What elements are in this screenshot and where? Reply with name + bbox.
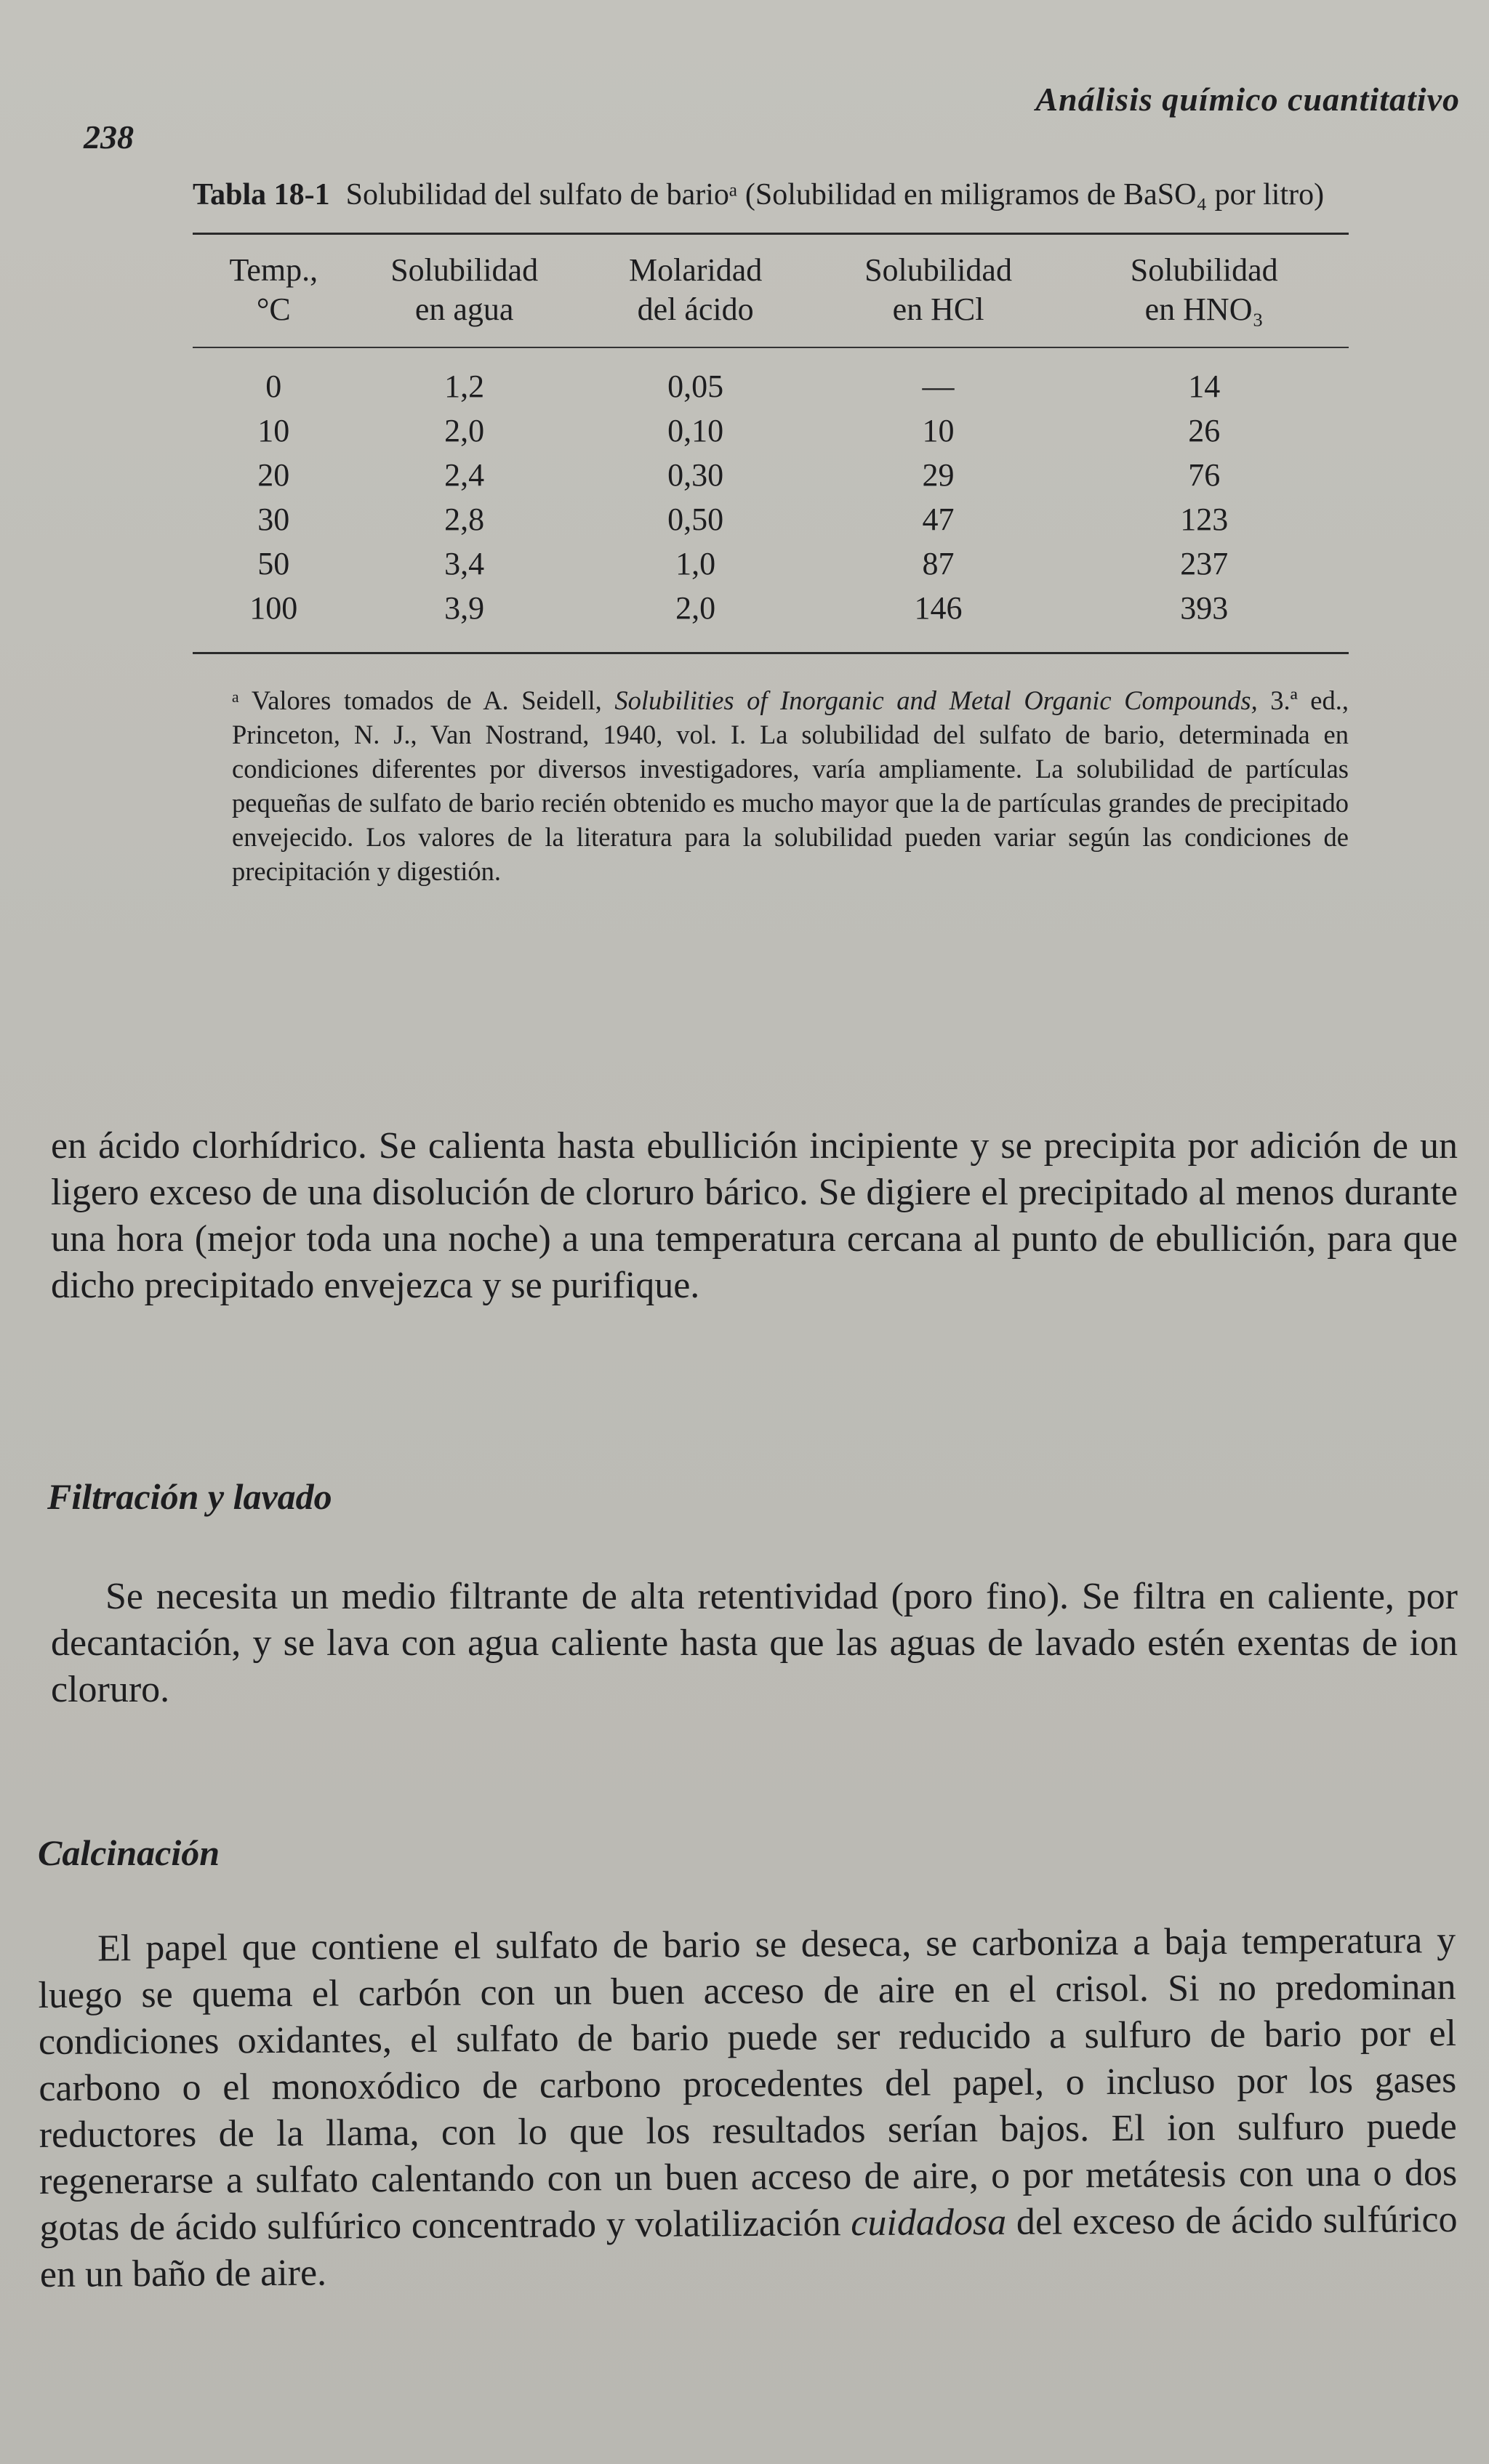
table-bottom-rule xyxy=(193,652,1349,654)
paragraph-filtracion: Se necesita un medio filtrante de alta retentividad (poro fino). Se filtra en caliente, por decantación, y se lava con agua caliente hasta que las aguas de lavado estén exentas de ion cloruro. xyxy=(51,1576,1458,1710)
cell-molarity: 0,30 xyxy=(667,457,724,493)
cell-hcl: 10 xyxy=(922,413,955,448)
table-18-1 xyxy=(193,174,1349,888)
cell-temp: 100 xyxy=(249,590,298,626)
cell-water: 2,4 xyxy=(444,457,485,493)
table-label: Tabla 18-1 xyxy=(193,178,330,212)
cell-water: 2,0 xyxy=(444,413,485,448)
cell-temp: 10 xyxy=(257,413,290,448)
header-molarity: Molaridad del ácido xyxy=(628,252,763,327)
cell-molarity: 0,10 xyxy=(667,413,724,448)
table-caption-text: Solubilidad del sulfato de barioᵃ (Solubilidad en miligramos de BaSO₄ por litro) xyxy=(345,178,1325,212)
cell-hno3: 14 xyxy=(1188,369,1221,404)
cell-molarity: 2,0 xyxy=(675,590,716,626)
cell-hcl: — xyxy=(922,369,955,404)
cell-hcl: 146 xyxy=(914,590,963,626)
cell-molarity: 0,05 xyxy=(667,369,724,404)
table-row xyxy=(193,453,1349,497)
cell-molarity: 1,0 xyxy=(675,546,716,581)
header-hcl: Solubilidad en HCl xyxy=(864,252,1012,327)
cell-molarity: 0,50 xyxy=(667,502,724,537)
cell-temp: 0 xyxy=(265,369,282,404)
paragraph-continuation: en ácido clorhídrico. Se calienta hasta ebullición incipiente y se precipita por adición de un ligero exceso de una disolución de cloruro bárico. Se digiere el precipitado al menos durante una hora (mejor toda una noche) a una temperatura cercana al punto de ebullición, para que dicho precipitado envejezca y se purifique. xyxy=(51,1125,1458,1306)
header-temp: Temp., °C xyxy=(229,252,318,327)
solubility-table xyxy=(193,235,1349,652)
table-row xyxy=(193,541,1349,586)
cell-hcl: 87 xyxy=(922,546,955,581)
cell-hcl: 29 xyxy=(922,457,955,493)
paragraph-calcinacion xyxy=(38,1917,1458,2298)
cell-water: 1,2 xyxy=(444,369,485,404)
cell-hno3: 76 xyxy=(1188,457,1221,493)
table-row xyxy=(193,586,1349,652)
cell-hno3: 393 xyxy=(1180,590,1229,626)
calcinacion-emphasis: cuidadosa xyxy=(851,2201,1007,2244)
cell-temp: 20 xyxy=(257,457,290,493)
cell-water: 3,4 xyxy=(444,546,485,581)
header-water: Solubilidad en agua xyxy=(390,252,539,327)
heading-calcinacion: Calcinación xyxy=(38,1832,220,1873)
table-row xyxy=(193,408,1349,453)
cell-hno3: 237 xyxy=(1180,546,1229,581)
table-caption xyxy=(193,174,1349,215)
running-title: Análisis químico cuantitativo xyxy=(1035,81,1460,118)
footnote-marker: ᵃ xyxy=(232,685,239,715)
table-row xyxy=(193,348,1349,408)
cell-water: 3,9 xyxy=(444,590,485,626)
heading-filtracion: Filtración y lavado xyxy=(47,1476,332,1517)
table-row xyxy=(193,497,1349,541)
header-hno3: Solubilidad en HNO₃ xyxy=(1130,252,1278,327)
table-header-row xyxy=(193,235,1349,347)
table-footnote xyxy=(193,683,1349,888)
cell-temp: 30 xyxy=(257,502,290,537)
footnote-text: 3.ª ed., Princeton, N. J., Van Nostrand, 1940, vol. I. La solubilidad del sulfato de bario, determinada en condiciones diferentes por diversos investigadores, varía ampliamente. La solubilidad de partículas pequeñas de sulfato de bario recién obtenido es mucho mayor que la de partículas grandes de precipitado envejecido. Los valores de la literatura para la solubilidad pueden variar según las condiciones de precipitación y digestión. xyxy=(232,685,1349,886)
calcinacion-text-end: del exceso de ácido sulfúrico en un baño de aire. xyxy=(39,2199,1458,2295)
footnote-lead: Valores tomados de A. Seidell, xyxy=(251,685,602,715)
footnote-book-title: Solubilities of Inorganic and Metal Organic Compounds, xyxy=(614,685,1258,715)
cell-hno3: 123 xyxy=(1180,502,1229,537)
cell-hcl: 47 xyxy=(922,502,955,537)
cell-hno3: 26 xyxy=(1188,413,1221,448)
cell-water: 2,8 xyxy=(444,502,485,537)
calcinacion-text: El papel que contiene el sulfato de bario se deseca, se carboniza a baja temperatura y luego se quema el carbón con un buen acceso de aire en el crisol. Si no predominan condiciones oxidantes, el sulfato de bario puede ser reducido a sulfuro de bario por el carbono o el monoxódico de carbono procedentes del papel, o incluso por los gases reductores de la llama, con lo que los resultados serían bajos. El ion sulfuro puede regenerarse a sulfato calentando con un buen acceso de aire, o por metátesis con una o dos gotas de ácido sulfúrico concentrado y volatilización xyxy=(38,1920,1458,2249)
page-number: 238 xyxy=(84,118,134,156)
cell-temp: 50 xyxy=(257,546,290,581)
page-header xyxy=(84,80,1460,156)
